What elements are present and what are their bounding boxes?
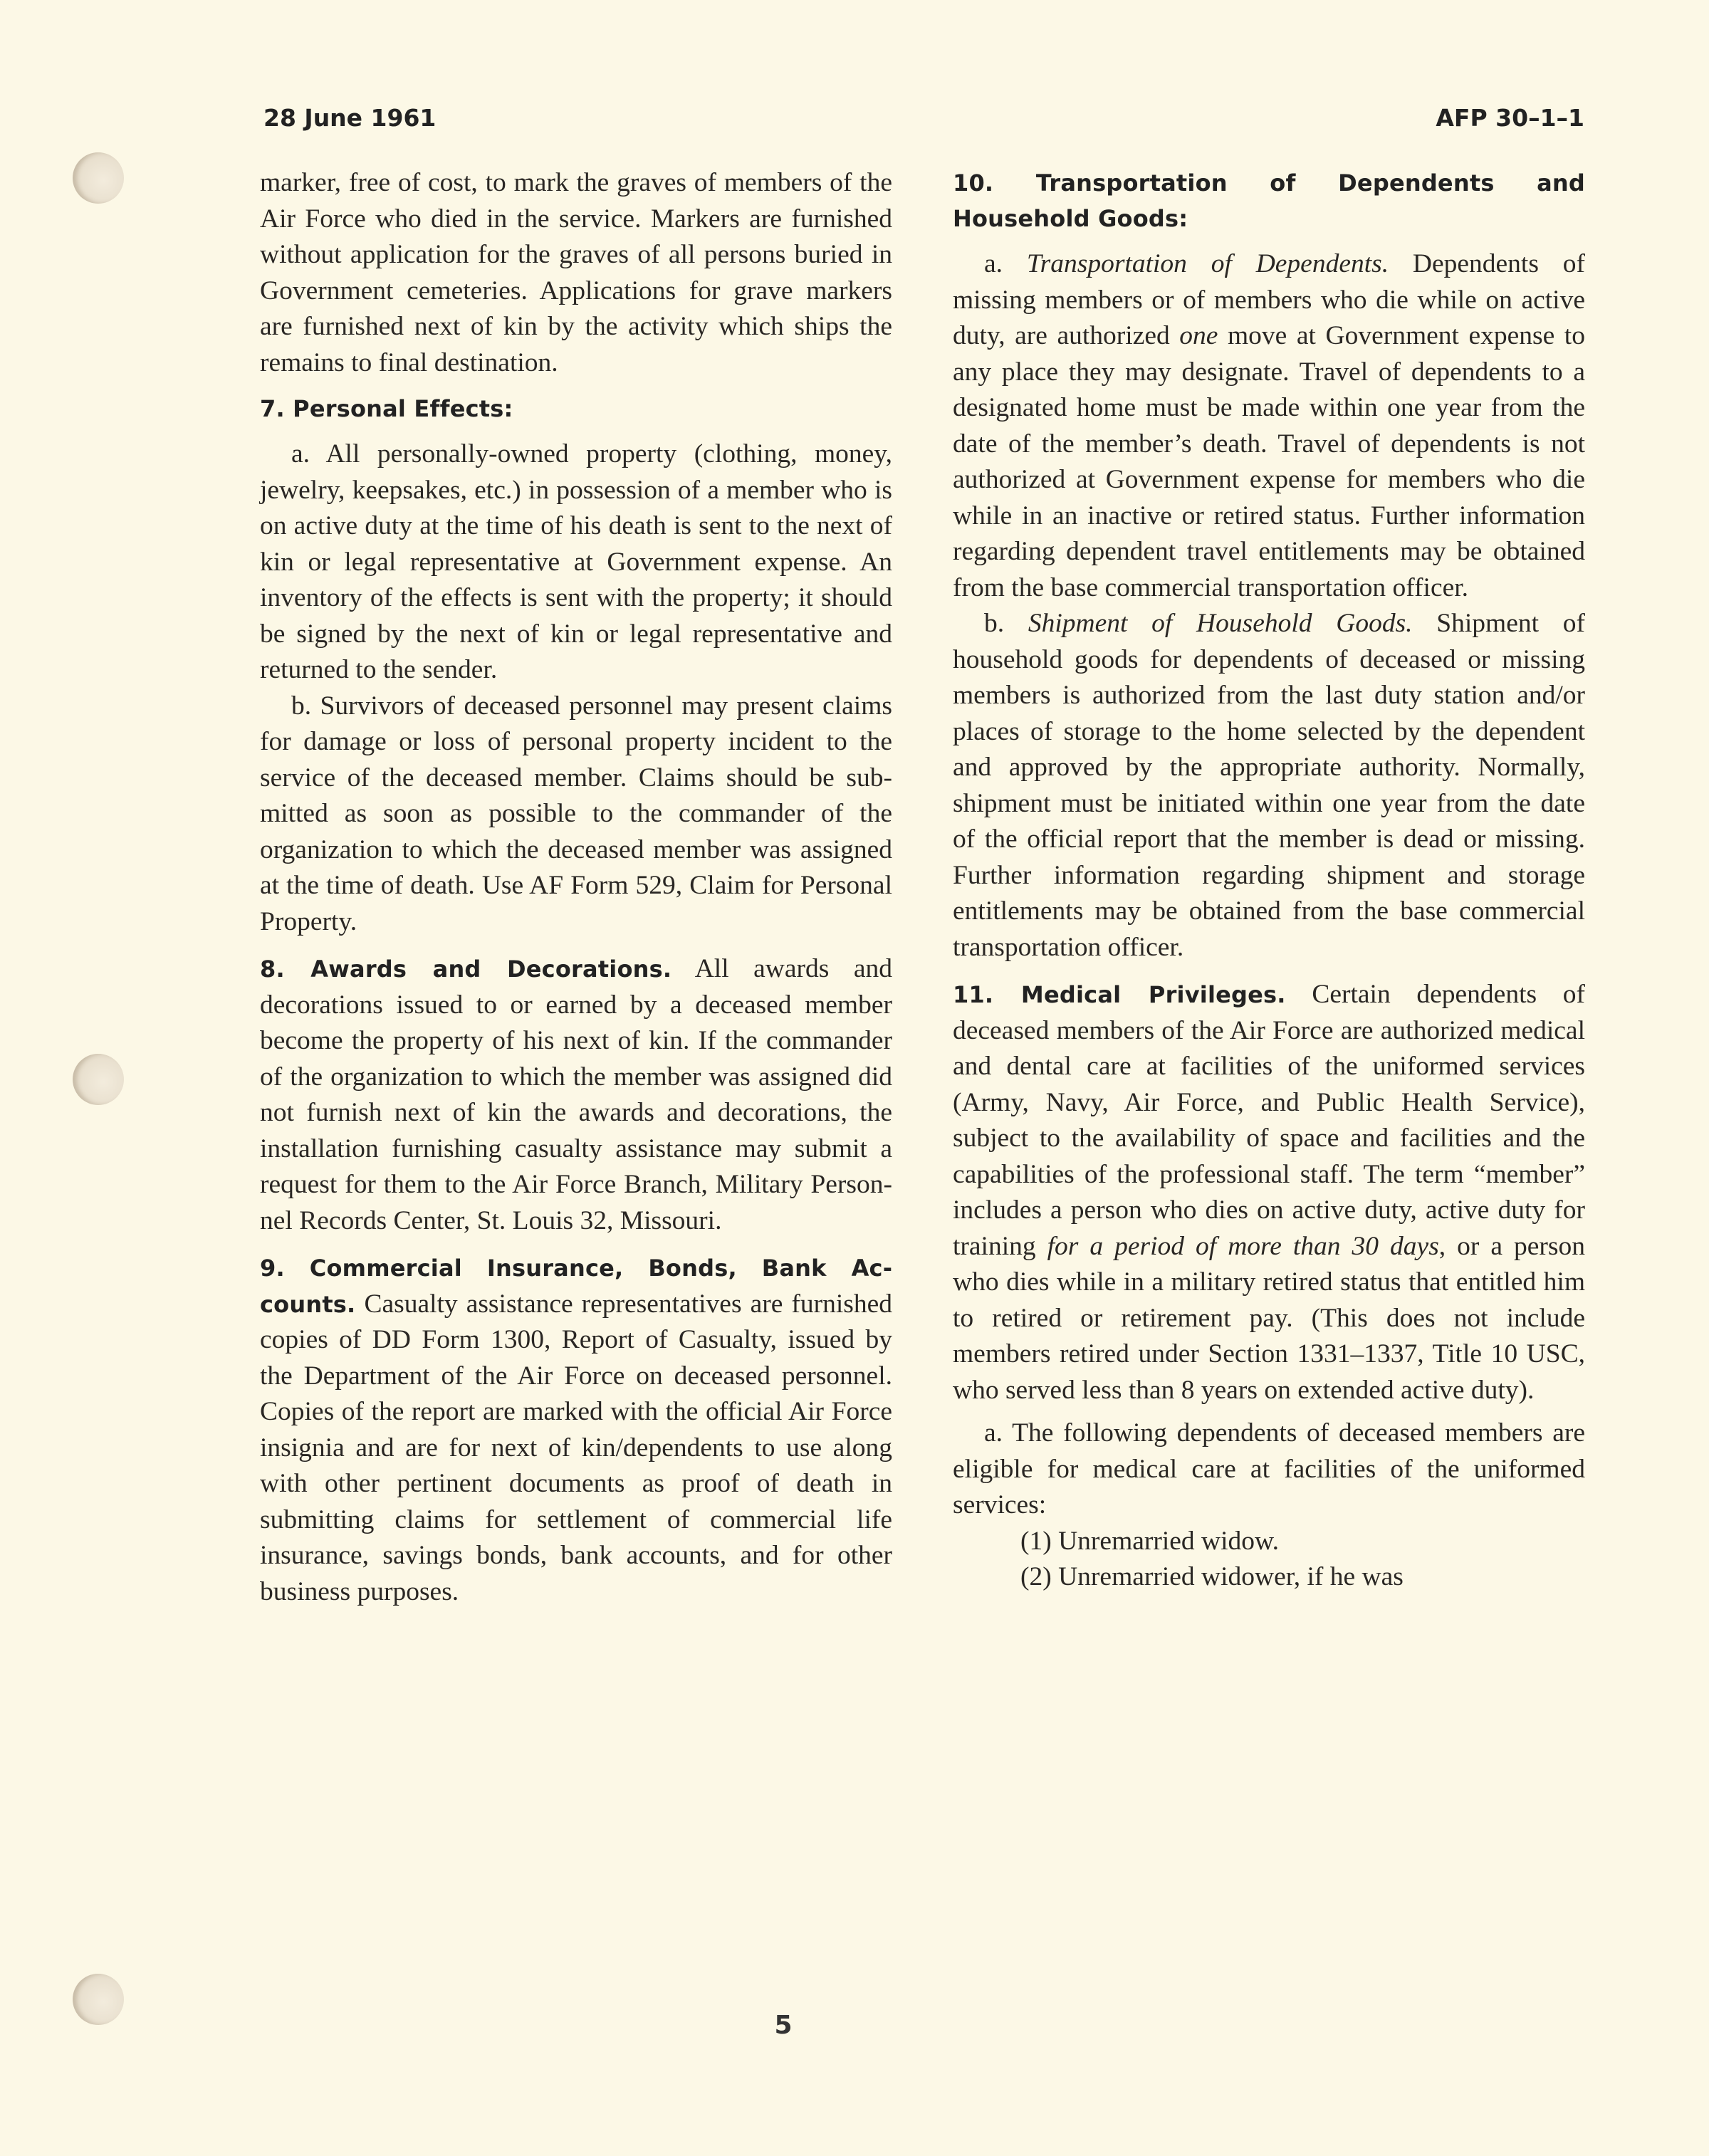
section-10b-body: Shipment of household goods for dependents of deceased or missing members is authorized from the last duty station and/or places of storage to the home selected by the dependent and approved by the appropriate authority. Normally, shipment must be initiated within one year from the date of the official report that the member is dead or missing. Further information regarding shipment and storage entitlements may be obtained from the base commercial transportation officer. <box>953 609 1586 962</box>
dependent-list-item-1: (1) Unremarried widow. <box>1020 1526 1280 1556</box>
section-10a-paragraph <box>953 246 1585 606</box>
page-header <box>263 104 1584 135</box>
section-7a-paragraph: a. All personally-owned property (clothing, money, jewelry, keepsakes, etc.) in possession of a member who is on active duty at the time of his death is sent to the next of kin or legal representative at Government expense. An inventory of the effects is sent with the property; it should be signed by the next of kin or legal representative and returned to the sender. <box>260 439 892 684</box>
section-11-emphasis: for a period of more than 30 days <box>1047 1231 1439 1261</box>
section-8-paragraph <box>260 951 892 1239</box>
section-10-heading-block <box>953 165 1585 236</box>
section-10b-title: Shipment of Household Goods. <box>1028 609 1413 638</box>
section-11a-paragraph: a. The following dependents of deceased members are eligible for medical care at facilities of the uniformed services: <box>953 1418 1585 1519</box>
section-11-body-2: , or a person who dies while in a military retired status that entitled him to retired or retirement pay. (This does not include members retired under Section 1331–1337, Title 10 USC, who served less than 8 years on extended active duty). <box>953 1231 1586 1405</box>
page-number: 5 <box>774 2011 793 2040</box>
section-9-paragraph <box>260 1250 892 1610</box>
section-10a-emphasis: one <box>1179 321 1218 350</box>
header-document-id: AFP 30–1–1 <box>1436 104 1584 132</box>
section-8-body: All awards and decorations issued to or earned by a deceased member become the property of his next of kin. If the commander of the organization to which the member was assigned did not furnish next of kin the awards and decorations, the installation furnishing casualty assistance may submit a request for them to the Air Force Branch, Military Personnel Records Center, St. Louis 32, Missouri. <box>260 954 892 1235</box>
section-10a-body-1: Dependents of missing members or of members who die while on active duty, are authorized <box>953 249 1585 350</box>
section-11-paragraph <box>953 977 1585 1408</box>
right-column <box>953 165 1585 1596</box>
section-7b-paragraph: b. Survivors of deceased personnel may present claims for damage or loss of personal property incident to the service of the deceased member. Claims should be submitted as soon as possible to the commander of the organization to which the deceased member was assigned at the time of death. Use AF Form 529, Claim for Personal Property. <box>260 691 892 936</box>
punch-hole-middle <box>73 1054 124 1105</box>
section-8-heading: 8. Awards and Decorations. <box>260 956 672 983</box>
section-10a-title: Transportation of Dependents. <box>1026 249 1389 278</box>
section-9-body: Casualty assistance representatives are furnished copies of DD Form 1300, Report of Casualty, issued by the Department of the Air Force on deceased personnel. Copies of the report are marked with the official Air Force insignia and are for next of kin/dependents to use along with other pertinent documents as proof of death in submitting claims for settlement of commercial life insurance, savings bonds, bank accounts, and for other business purposes. <box>260 1289 892 1606</box>
header-date: 28 June 1961 <box>263 104 437 132</box>
section-7-heading: 7. Personal Effects: <box>260 395 513 422</box>
section-10a-body-2: move at Government expense to any place they may designate. Travel of dependents to a designated home must be made within one year from the date of the member’s death. Travel of dependents is not authorized at Government expense for members who die while in an inactive or retired status. Further information regarding dependent travel entitlements may be obtained from the base commercial transportation officer. <box>953 321 1585 602</box>
left-column <box>260 165 892 1617</box>
section-10b-paragraph <box>953 606 1585 966</box>
punch-hole-top <box>73 152 124 204</box>
section-10b-label: b. <box>984 609 1028 638</box>
dependent-list-item-2: (2) Unremarried widower, if he was <box>1020 1562 1404 1591</box>
section-10-heading: 10. Transportation of Dependents and Household Goods: <box>953 169 1585 232</box>
section-11-body-1: Certain dependents of deceased members of the Air Force are authorized medical and dental care at facilities of the uniformed services (Army, Navy, Air Force, and Public Health Service), subject to the availability of space and facilities and the capabilities of the professional staff. The term “member” includes a person who dies on active duty, active duty for training <box>953 980 1585 1261</box>
intro-paragraph: marker, free of cost, to mark the graves of members of the Air Force who died in the service. Markers are furnished without application for the graves of all persons buried in Government cemeteries. Applications for grave markers are furnished next of kin by the activity which ships the remains to final destination. <box>260 168 892 377</box>
section-9-heading: 9. Commercial Insurance, Bonds, Bank Accounts. <box>260 1255 892 1318</box>
section-10a-label: a. <box>984 249 1027 278</box>
section-11-heading: 11. Medical Privileges. <box>953 981 1286 1008</box>
section-7-heading-block <box>260 391 892 427</box>
